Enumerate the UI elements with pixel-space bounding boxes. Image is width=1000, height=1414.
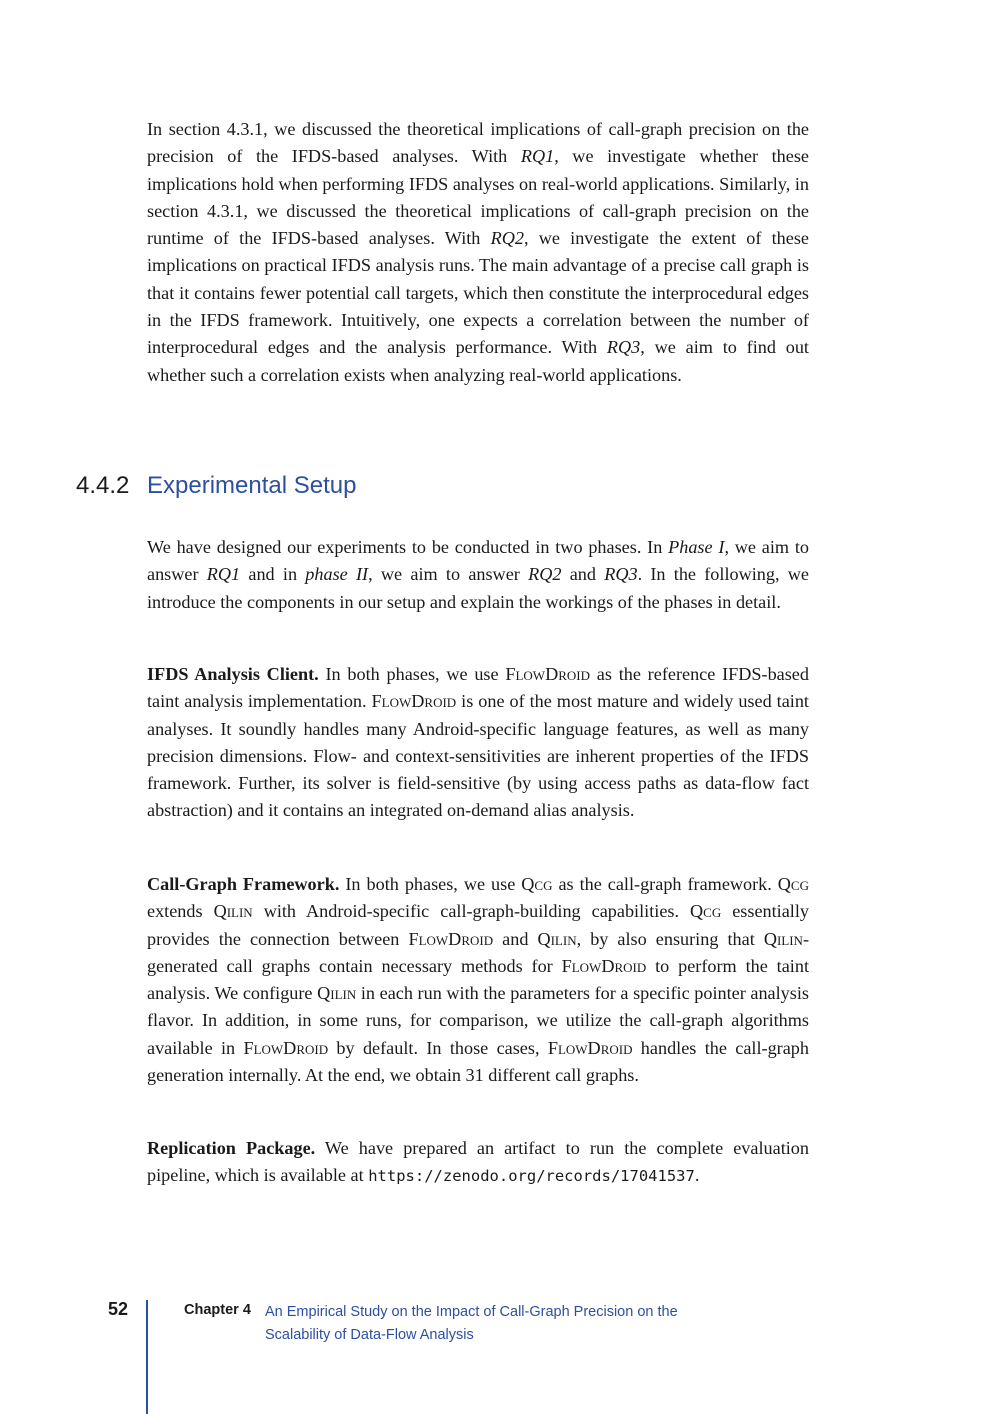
text: . bbox=[694, 1165, 700, 1186]
tool-name: Qilin bbox=[537, 928, 577, 949]
text: handles the call-graph generation internally. At the end, we obtain 31 different call graphs. bbox=[147, 1037, 809, 1086]
text: as the call-graph framework. bbox=[552, 874, 778, 894]
footer-chapter-title: An Empirical Study on the Impact of Call-Graph Precision on the Scalability of Data-Flow Analysis bbox=[265, 1304, 678, 1343]
text: and bbox=[561, 564, 605, 585]
tool-name: FlowDroid bbox=[371, 691, 457, 712]
tool-name: Qcg bbox=[521, 874, 553, 894]
text: , we investigate whether these implications hold when performing IFDS analyses on real-world applications. Similarly, in section 4.3.1, we discussed the theoretical implications of call-graph precision on the runtime of the IFDS-based analyses. With bbox=[147, 146, 809, 249]
text: , we aim to find out whether such a correlation exists when analyzing real-world applications. bbox=[147, 337, 809, 385]
paragraph-heading: Call-Graph Framework. bbox=[147, 874, 340, 894]
paragraph-heading: IFDS Analysis Client. bbox=[147, 664, 319, 684]
section-title: Experimental Setup bbox=[147, 472, 357, 499]
phase-ref: phase II bbox=[305, 564, 369, 585]
rq3-ref: RQ3 bbox=[606, 337, 641, 358]
text: In section 4.3.1, we discussed the theoretical implications of call-graph precision on the precision of the IFDS-based analyses. With bbox=[147, 119, 809, 167]
text: In both phases, we use bbox=[339, 874, 522, 894]
tool-name: Qcg bbox=[777, 874, 809, 894]
text: essentially provides the connection between bbox=[147, 901, 809, 949]
footer-divider bbox=[146, 1300, 148, 1414]
rq3-ref: RQ3 bbox=[604, 564, 638, 585]
artifact-url[interactable]: https://zenodo.org/records/17041537 bbox=[368, 1167, 695, 1186]
text: by default. In those cases, bbox=[328, 1037, 548, 1058]
tool-name: FlowDroid bbox=[408, 928, 494, 949]
call-graph-paragraph bbox=[147, 871, 809, 1089]
tool-name: Qilin bbox=[213, 901, 253, 922]
text: , by also ensuring that bbox=[576, 928, 764, 949]
text: in each run with the parameters for a specific pointer analysis flavor. In addition, in some runs, for comparison, we utilize the call-graph algorithms available in bbox=[147, 983, 809, 1058]
text: We have prepared an artifact to run the complete evaluation pipeline, which is available at bbox=[147, 1138, 809, 1186]
text: , we investigate the extent of these implications on practical IFDS analysis runs. The main advantage of a precise call graph is that it contains fewer potential call targets, which then constitute the interprocedural edges in the IFDS framework. Intuitively, one expects a correlation between the number of interprocedural edges and the analysis performance. With bbox=[147, 228, 809, 358]
text: as the reference IFDS-based taint analysis implementation. bbox=[147, 664, 809, 712]
section-number: 4.4.2 bbox=[76, 472, 130, 499]
text: . In the following, we introduce the components in our setup and explain the workings of the phases in detail. bbox=[147, 564, 809, 612]
setup-paragraph bbox=[147, 534, 809, 616]
tool-name: Qcg bbox=[690, 901, 722, 922]
text: with Android-specific call-graph-building capabilities. bbox=[252, 901, 691, 922]
text: extends bbox=[147, 901, 214, 922]
tool-name: Qilin bbox=[763, 928, 803, 949]
tool-name: Qilin bbox=[317, 983, 357, 1004]
text: We have designed our experiments to be conducted in two phases. In bbox=[147, 537, 669, 557]
text: and bbox=[493, 928, 538, 949]
page-number: 52 bbox=[108, 1299, 129, 1319]
tool-name: FlowDroid bbox=[505, 664, 590, 684]
rq1-ref: RQ1 bbox=[206, 564, 241, 585]
ifds-client-paragraph bbox=[147, 661, 809, 825]
tool-name: FlowDroid bbox=[547, 1037, 633, 1058]
tool-name: FlowDroid bbox=[561, 955, 647, 976]
phase-ref: Phase I bbox=[668, 537, 725, 557]
replication-paragraph bbox=[147, 1135, 809, 1191]
text: In both phases, we use bbox=[318, 664, 506, 684]
text: , we aim to answer bbox=[368, 564, 529, 585]
text: , we aim to answer bbox=[147, 537, 809, 585]
tool-name: FlowDroid bbox=[243, 1037, 329, 1058]
text: is one of the most mature and widely used taint analyses. It soundly handles many Android-specific language features, as well as many precision dimensions. Flow- and context-sensitivities are inherent properties of the IFDS framework. Further, its solver is field-sensitive (by using access paths as data-flow fact abstraction) and it contains an integrated on-demand alias analysis. bbox=[147, 691, 809, 821]
intro-paragraph bbox=[147, 116, 809, 389]
rq2-ref: RQ2 bbox=[528, 564, 562, 585]
rq2-ref: RQ2 bbox=[490, 228, 524, 249]
text: and in bbox=[240, 564, 306, 585]
text: to perform the taint analysis. We configure bbox=[147, 955, 809, 1004]
rq1-ref: RQ1 bbox=[520, 146, 555, 167]
text: -generated call graphs contain necessary methods for bbox=[147, 928, 809, 976]
footer-chapter-label: Chapter 4 bbox=[184, 1302, 251, 1318]
paragraph-heading: Replication Package. bbox=[147, 1138, 316, 1158]
